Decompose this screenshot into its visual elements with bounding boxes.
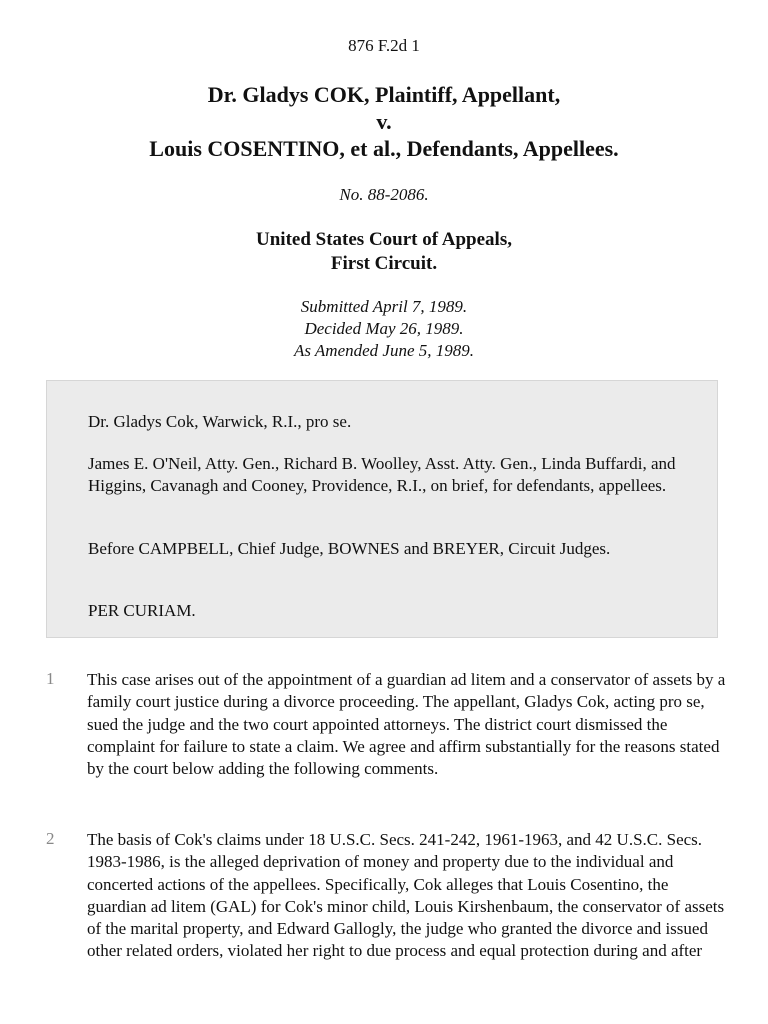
submitted-date: Submitted April 7, 1989.	[300, 297, 468, 316]
case-caption	[0, 81, 768, 162]
docket-number: No. 88-2086.	[339, 185, 429, 204]
decided-date: Decided May 26, 1989.	[304, 319, 464, 338]
appellant-counsel: Dr. Gladys Cok, Warwick, R.I., pro se.	[88, 412, 352, 431]
paragraph-text: The basis of Cok's claims under 18 U.S.C. Secs. 241-242, 1961-1963, and 42 U.S.C. Secs. 1983-1986, is the alleged deprivation of money and property due to the individual and concerted actions of the appellees. Specifically, Cok alleges that Louis Cosentino, the guardian ad litem (GAL) for Cok's minor child, Louis Kirshenbaum, the conservator of assets of the marital property, and Edward Gallogly, the judge who granted the divorce and issued other related orders, violated her right to due process and equal protection during and after	[87, 830, 725, 961]
court-name-line-2: First Circuit.	[330, 253, 438, 274]
court-name-line-1: United States Court of Appeals,	[256, 229, 512, 250]
per-curiam: PER CURIAM.	[88, 601, 196, 620]
court-name	[0, 228, 768, 276]
defendant-line: Louis COSENTINO, et al., Defendants, Appellees.	[149, 136, 619, 161]
amended-date: As Amended June 5, 1989.	[293, 341, 475, 360]
paragraph-text: This case arises out of the appointment of a guardian ad litem and a conservator of assets by a family court justice during a divorce proceeding. The appellant, Gladys Cok, acting pro se, sued the judge and the two court appointed attorneys. The district court dismissed the complaint for failure to state a claim. We agree and affirm substantially for the reasons stated by the court below adding the following comments.	[87, 670, 726, 779]
paragraph-number: 1	[46, 669, 55, 688]
citation: 876 F.2d 1	[348, 36, 420, 55]
case-dates	[0, 296, 768, 362]
paragraph-number: 2	[46, 829, 55, 848]
plaintiff-line: Dr. Gladys COK, Plaintiff, Appellant,	[207, 82, 561, 107]
judicial-panel: Before CAMPBELL, Chief Judge, BOWNES and BREYER, Circuit Judges.	[88, 539, 611, 558]
versus-line: v.	[376, 109, 392, 134]
counsel-box	[46, 380, 718, 638]
appellee-counsel: James E. O'Neil, Atty. Gen., Richard B. Woolley, Asst. Atty. Gen., Linda Buffardi, and Higgins, Cavanagh and Cooney, Providence, R.I., on brief, for defendants, appellees.	[88, 454, 676, 495]
